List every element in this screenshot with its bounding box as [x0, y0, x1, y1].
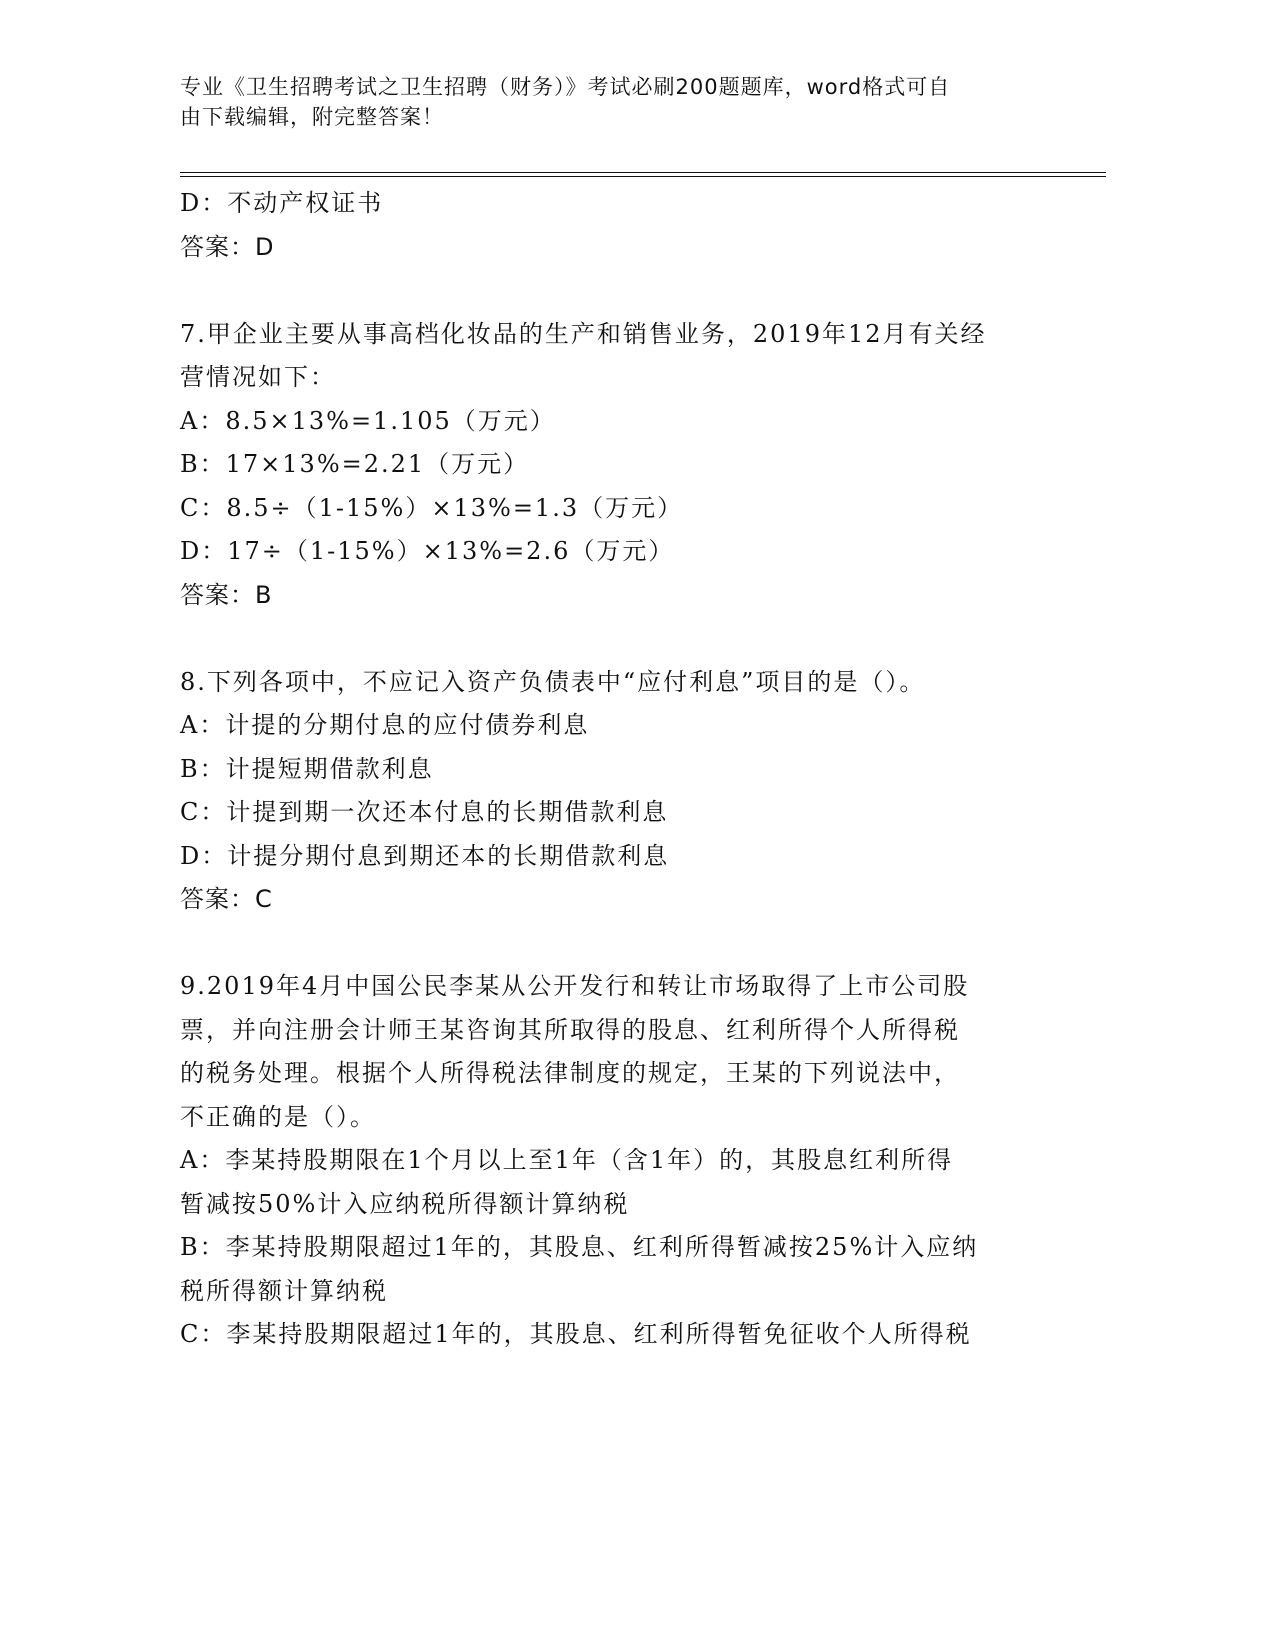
- q9-option-b-line-2: 税所得额计算纳税: [180, 1276, 388, 1305]
- header-divider: [180, 172, 1106, 177]
- spacer: [180, 269, 1060, 313]
- q8-option-d: D：计提分期付息到期还本的长期借款利息: [180, 841, 670, 870]
- spacer: [180, 617, 1060, 661]
- header-line-2: 由下载编辑，附完整答案！: [180, 105, 444, 129]
- q7-stem-line-2: 营情况如下：: [180, 363, 336, 391]
- q9-option-c: C：李某持股期限超过1年的，其股息、红利所得暂免征收个人所得税: [180, 1320, 972, 1348]
- q9-stem-line-4: 不正确的是（）。: [180, 1102, 376, 1131]
- q6-answer: 答案：D: [180, 232, 275, 261]
- q7-option-b: B：17×13%=2.21（万元）: [180, 450, 530, 478]
- q7-option-c: C：8.5÷（1-15%）×13%=1.3（万元）: [180, 493, 684, 522]
- q6-option-d: D：不动产权证书: [180, 189, 384, 217]
- q7-answer: 答案：B: [180, 580, 273, 609]
- q9-stem-line-2: 票，并向注册会计师王某咨询其所取得的股息、红利所得个人所得税: [180, 1015, 960, 1044]
- q7-option-a: A：8.5×13%=1.105（万元）: [180, 406, 556, 435]
- question-list: [180, 182, 1060, 1357]
- q8-answer: 答案：C: [180, 885, 273, 913]
- q8-option-b: B：计提短期借款利息: [180, 754, 434, 783]
- q9-option-a-line-2: 暂减按50%计入应纳税所得额计算纳税: [180, 1189, 630, 1218]
- q9-option-b-line-1: B：李某持股期限超过1年的，其股息、红利所得暂减按25%计入应纳: [180, 1233, 979, 1261]
- document-header: [180, 72, 1040, 132]
- q9-stem-line-1: 9.2019年4月中国公民李某从公开发行和转让市场取得了上市公司股: [180, 972, 970, 1000]
- q8-option-c: C：计提到期一次还本付息的长期借款利息: [180, 798, 669, 826]
- q7-stem-line-1: 7.甲企业主要从事高档化妆品的生产和销售业务，2019年12月有关经: [180, 319, 987, 348]
- header-line-1: 专业《卫生招聘考试之卫生招聘（财务）》考试必刷200题题库，word格式可自: [180, 75, 951, 99]
- q9-option-a-line-1: A：李某持股期限在1个月以上至1年（含1年）的，其股息红利所得: [180, 1146, 954, 1174]
- q9-stem-line-3: 的税务处理。根据个人所得税法律制度的规定，王某的下列说法中，: [180, 1059, 960, 1087]
- spacer: [180, 922, 1060, 966]
- q8-option-a: A：计提的分期付息的应付债券利息: [180, 711, 590, 739]
- q7-option-d: D：17÷（1-15%）×13%=2.6（万元）: [180, 537, 675, 565]
- q8-stem-line-1: 8.下列各项中，不应记入资产负债表中“应付利息”项目的是（）。: [180, 667, 926, 696]
